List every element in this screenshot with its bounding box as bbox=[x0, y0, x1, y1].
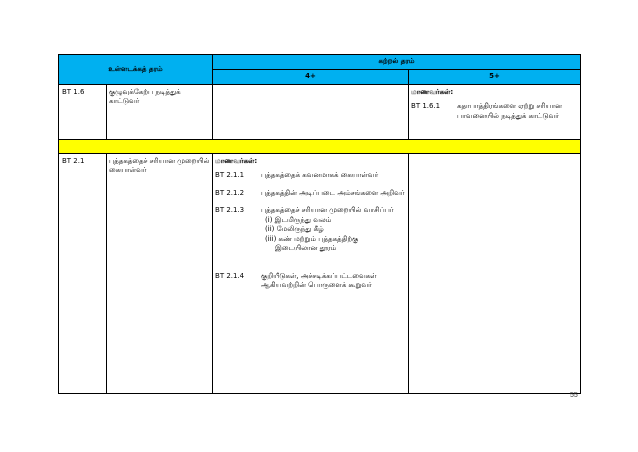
sub-item: (iii) கண் மற்றும் புத்தகத்திற்கு bbox=[265, 234, 359, 243]
list-item bbox=[215, 206, 406, 253]
level-5-header: 5+ bbox=[409, 70, 581, 85]
curriculum-table bbox=[58, 54, 581, 394]
list-item bbox=[215, 272, 406, 291]
divider-row bbox=[59, 140, 581, 154]
content-standard-header: உள்ளடக்கத் தரம் bbox=[59, 55, 213, 85]
item-code: BT 2.1.4 bbox=[215, 271, 245, 280]
students-label: மாணவர்கள்: bbox=[215, 157, 258, 165]
item-text: புத்தகத்தின் அடிப்படை அம்சங்களை அறிவர் bbox=[261, 188, 405, 197]
item-text: புத்தகத்தைக் கவனமாகக் கையாள்வர் bbox=[261, 171, 379, 180]
row1-code: BT 1.6 bbox=[59, 85, 107, 140]
learning-standard-header: கற்றல் தரம் bbox=[213, 55, 581, 70]
item-code: BT 1.6.1 bbox=[411, 102, 441, 111]
level-4-header: 4+ bbox=[213, 70, 409, 85]
table-row bbox=[59, 154, 581, 394]
row1-level5-cell bbox=[409, 85, 581, 140]
item-text: புத்தகத்தைச் சரியான முறையில் வாசிப்பர் bbox=[261, 206, 394, 215]
row2-level5-cell bbox=[409, 154, 581, 394]
table-row bbox=[59, 85, 581, 140]
item-code: BT 2.1.2 bbox=[215, 188, 245, 197]
students-label: மாணவர்கள்: bbox=[411, 88, 454, 96]
yellow-divider bbox=[59, 140, 581, 154]
item-code: BT 2.1.1 bbox=[215, 171, 245, 180]
row1-desc: குழுவுக்கேற்ப நடித்துக் காட்டுவர் bbox=[107, 85, 213, 140]
item-body bbox=[261, 206, 406, 253]
sub-item: (ii) மேலிருந்து கீழ் bbox=[265, 225, 324, 234]
list-item bbox=[215, 189, 406, 198]
item-code: BT 2.1.3 bbox=[215, 206, 245, 215]
sub-item: இடையிலான தூரம் bbox=[275, 244, 337, 253]
header-row-1 bbox=[59, 55, 581, 70]
sub-item: (i) இடமிருந்து வலம் bbox=[265, 215, 332, 224]
row2-level4-cell bbox=[213, 154, 409, 394]
item-text: கதாபாத்திரங்களை ஏற்று சரியான பாவனையில் நடித்துக் காட்டுவர் bbox=[457, 102, 562, 120]
item-text: குறியீடுகள், அச்சடிக்கப்பட்டவைகள் ஆகியவற்றின் பொருளைக் கூறுவர் bbox=[261, 271, 377, 289]
page-number: 55 bbox=[570, 392, 578, 399]
list-item bbox=[215, 171, 406, 180]
row1-level4-cell bbox=[213, 85, 409, 140]
row2-code: BT 2.1 bbox=[59, 154, 107, 394]
list-item bbox=[411, 102, 578, 121]
row2-desc: புத்தகத்தைச் சரியான முறையில் கையாள்வர் bbox=[107, 154, 213, 394]
